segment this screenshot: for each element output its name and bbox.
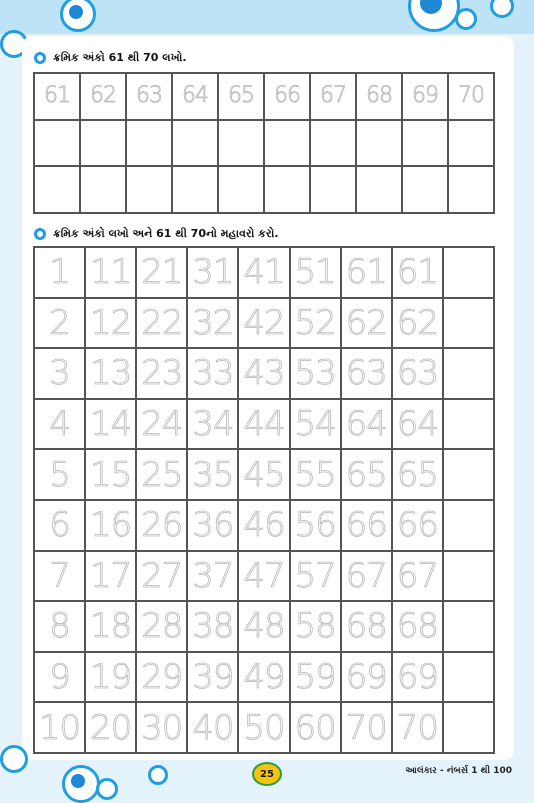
trace-number: 15 bbox=[90, 454, 132, 495]
writing-cell bbox=[81, 167, 125, 212]
writing-cell bbox=[449, 167, 493, 212]
tracing-cell bbox=[35, 552, 84, 601]
trace-number: 41 bbox=[243, 252, 285, 293]
tracing-grid-1-70 bbox=[33, 246, 495, 754]
writing-cell bbox=[311, 74, 355, 119]
trace-number: 66 bbox=[345, 505, 387, 546]
tracing-cell bbox=[35, 653, 84, 702]
trace-number: 51 bbox=[294, 252, 336, 293]
tracing-cell bbox=[239, 450, 288, 499]
tracing-cell bbox=[393, 400, 442, 449]
trace-number: 55 bbox=[294, 454, 336, 495]
tracing-cell bbox=[239, 602, 288, 651]
trace-number: 42 bbox=[243, 302, 285, 343]
trace-number: 53 bbox=[294, 353, 336, 394]
writing-cell bbox=[357, 74, 401, 119]
trace-number: 62 bbox=[345, 302, 387, 343]
trace-number: 36 bbox=[192, 505, 234, 546]
writing-cell bbox=[35, 121, 79, 166]
tracing-cell bbox=[35, 703, 84, 752]
tracing-cell bbox=[239, 349, 288, 398]
page-number-badge bbox=[252, 762, 282, 786]
trace-number: 4 bbox=[49, 404, 70, 445]
tracing-cell bbox=[137, 299, 186, 348]
trace-number: 63 bbox=[136, 83, 162, 109]
trace-number: 61 bbox=[44, 83, 70, 109]
writing-cell bbox=[173, 167, 217, 212]
bubble-decoration bbox=[455, 8, 477, 30]
trace-number: 5 bbox=[49, 454, 70, 495]
trace-number: 52 bbox=[294, 302, 336, 343]
bubble-decoration bbox=[148, 765, 168, 785]
tracing-cell bbox=[86, 299, 135, 348]
tracing-cell bbox=[291, 248, 340, 297]
trace-number: 9 bbox=[49, 657, 70, 698]
trace-number: 33 bbox=[192, 353, 234, 394]
tracing-cell bbox=[188, 400, 237, 449]
trace-number: 25 bbox=[141, 454, 183, 495]
writing-cell bbox=[81, 74, 125, 119]
tracing-cell bbox=[137, 450, 186, 499]
trace-number: 1 bbox=[49, 252, 70, 293]
writing-cell bbox=[311, 121, 355, 166]
trace-number: 60 bbox=[294, 707, 336, 748]
trace-number: 70 bbox=[458, 83, 484, 109]
bubble-decoration bbox=[71, 774, 85, 788]
writing-cell bbox=[127, 121, 171, 166]
tracing-cell bbox=[342, 653, 391, 702]
tracing-cell bbox=[188, 248, 237, 297]
writing-cell bbox=[403, 167, 447, 212]
tracing-cell bbox=[137, 400, 186, 449]
trace-number: 18 bbox=[90, 606, 132, 647]
trace-number: 65 bbox=[228, 83, 254, 109]
tracing-cell bbox=[35, 248, 84, 297]
trace-number: 48 bbox=[243, 606, 285, 647]
tracing-cell bbox=[342, 602, 391, 651]
tracing-cell bbox=[393, 450, 442, 499]
trace-number: 12 bbox=[90, 302, 132, 343]
writing-cell bbox=[265, 167, 309, 212]
tracing-cell bbox=[188, 552, 237, 601]
trace-number: 63 bbox=[345, 353, 387, 394]
trace-number: 6 bbox=[49, 505, 70, 546]
bubble-decoration bbox=[69, 5, 83, 19]
tracing-cell bbox=[35, 450, 84, 499]
trace-number: 2 bbox=[49, 302, 70, 343]
trace-number: 70 bbox=[345, 707, 387, 748]
trace-number: 54 bbox=[294, 404, 336, 445]
trace-number: 13 bbox=[90, 353, 132, 394]
tracing-cell bbox=[239, 501, 288, 550]
trace-number: 14 bbox=[90, 404, 132, 445]
writing-cell bbox=[219, 74, 263, 119]
trace-number: 64 bbox=[345, 404, 387, 445]
trace-number: 3 bbox=[49, 353, 70, 394]
tracing-cell bbox=[291, 602, 340, 651]
writing-cell bbox=[265, 121, 309, 166]
writing-cell bbox=[173, 121, 217, 166]
tracing-cell bbox=[342, 501, 391, 550]
tracing-cell bbox=[35, 501, 84, 550]
tracing-cell bbox=[137, 248, 186, 297]
bubble-decoration bbox=[96, 778, 118, 800]
trace-number: 62 bbox=[90, 83, 116, 109]
tracing-cell bbox=[291, 400, 340, 449]
trace-number: 68 bbox=[396, 606, 438, 647]
trace-number: 68 bbox=[345, 606, 387, 647]
trace-number: 58 bbox=[294, 606, 336, 647]
tracing-cell bbox=[137, 703, 186, 752]
tracing-cell bbox=[444, 501, 493, 550]
tracing-cell bbox=[239, 653, 288, 702]
writing-cell bbox=[127, 74, 171, 119]
trace-number: 61 bbox=[396, 252, 438, 293]
tracing-cell bbox=[188, 602, 237, 651]
writing-cell bbox=[449, 121, 493, 166]
tracing-cell bbox=[35, 400, 84, 449]
tracing-cell bbox=[342, 299, 391, 348]
tracing-cell bbox=[86, 450, 135, 499]
tracing-cell bbox=[444, 248, 493, 297]
trace-number: 29 bbox=[141, 657, 183, 698]
page-number: 25 bbox=[260, 768, 274, 780]
trace-number: 30 bbox=[141, 707, 183, 748]
section-2-title: ક્રમિક અંકો લખો અને 61 થી 70નો મહાવરો કરો. bbox=[53, 227, 279, 240]
trace-number: 66 bbox=[274, 83, 300, 109]
trace-number: 34 bbox=[192, 404, 234, 445]
writing-cell bbox=[219, 121, 263, 166]
trace-number: 62 bbox=[396, 302, 438, 343]
book-title: આલંકાર - નંબર્સ 1 થી 100 bbox=[405, 766, 512, 776]
tracing-cell bbox=[291, 299, 340, 348]
trace-number: 22 bbox=[141, 302, 183, 343]
tracing-cell bbox=[239, 703, 288, 752]
tracing-cell bbox=[291, 450, 340, 499]
writing-cell bbox=[35, 167, 79, 212]
trace-number: 21 bbox=[141, 252, 183, 293]
trace-number: 28 bbox=[141, 606, 183, 647]
writing-cell bbox=[219, 167, 263, 212]
writing-cell bbox=[403, 74, 447, 119]
writing-cell bbox=[403, 121, 447, 166]
section-1-title: ક્રમિક અંકો 61 થી 70 લખો. bbox=[53, 51, 187, 64]
tracing-cell bbox=[35, 602, 84, 651]
trace-number: 20 bbox=[90, 707, 132, 748]
tracing-cell bbox=[444, 400, 493, 449]
tracing-cell bbox=[444, 653, 493, 702]
tracing-cell bbox=[393, 703, 442, 752]
trace-number: 38 bbox=[192, 606, 234, 647]
tracing-cell bbox=[239, 248, 288, 297]
trace-number: 65 bbox=[345, 454, 387, 495]
trace-number: 11 bbox=[90, 252, 132, 293]
tracing-cell bbox=[342, 552, 391, 601]
trace-number: 49 bbox=[243, 657, 285, 698]
trace-number: 43 bbox=[243, 353, 285, 394]
writing-grid-61-70 bbox=[33, 72, 495, 214]
tracing-cell bbox=[444, 552, 493, 601]
tracing-cell bbox=[86, 653, 135, 702]
tracing-cell bbox=[137, 349, 186, 398]
trace-number: 66 bbox=[396, 505, 438, 546]
tracing-cell bbox=[444, 349, 493, 398]
tracing-cell bbox=[137, 602, 186, 651]
trace-number: 59 bbox=[294, 657, 336, 698]
trace-number: 8 bbox=[49, 606, 70, 647]
section-2-heading bbox=[34, 227, 279, 241]
trace-number: 10 bbox=[38, 707, 81, 748]
tracing-cell bbox=[188, 653, 237, 702]
trace-number: 40 bbox=[192, 707, 234, 748]
tracing-cell bbox=[291, 552, 340, 601]
trace-number: 61 bbox=[345, 252, 387, 293]
tracing-cell bbox=[342, 703, 391, 752]
trace-number: 17 bbox=[90, 555, 132, 596]
writing-cell bbox=[265, 74, 309, 119]
writing-cell bbox=[173, 74, 217, 119]
tracing-cell bbox=[444, 602, 493, 651]
bullet-icon bbox=[34, 228, 46, 240]
trace-number: 70 bbox=[396, 707, 438, 748]
tracing-cell bbox=[86, 602, 135, 651]
tracing-cell bbox=[137, 653, 186, 702]
trace-number: 67 bbox=[320, 83, 346, 109]
trace-number: 57 bbox=[294, 555, 336, 596]
tracing-cell bbox=[291, 501, 340, 550]
tracing-cell bbox=[393, 501, 442, 550]
trace-number: 67 bbox=[396, 555, 438, 596]
trace-number: 26 bbox=[141, 505, 183, 546]
writing-cell bbox=[311, 167, 355, 212]
tracing-cell bbox=[188, 450, 237, 499]
trace-number: 63 bbox=[396, 353, 438, 394]
tracing-cell bbox=[291, 653, 340, 702]
writing-cell bbox=[357, 121, 401, 166]
tracing-cell bbox=[342, 400, 391, 449]
writing-cell bbox=[35, 74, 79, 119]
section-1-heading bbox=[34, 51, 187, 65]
tracing-cell bbox=[342, 248, 391, 297]
trace-number: 39 bbox=[192, 657, 234, 698]
tracing-cell bbox=[444, 450, 493, 499]
tracing-cell bbox=[393, 248, 442, 297]
writing-cell bbox=[449, 74, 493, 119]
tracing-cell bbox=[188, 299, 237, 348]
tracing-cell bbox=[188, 703, 237, 752]
trace-number: 67 bbox=[345, 555, 387, 596]
tracing-cell bbox=[342, 450, 391, 499]
trace-number: 24 bbox=[141, 404, 183, 445]
tracing-cell bbox=[86, 552, 135, 601]
trace-number: 65 bbox=[396, 454, 438, 495]
tracing-cell bbox=[393, 552, 442, 601]
trace-number: 23 bbox=[141, 353, 183, 394]
tracing-cell bbox=[239, 299, 288, 348]
trace-number: 46 bbox=[243, 505, 285, 546]
writing-cell bbox=[81, 121, 125, 166]
tracing-cell bbox=[137, 552, 186, 601]
trace-number: 31 bbox=[192, 252, 234, 293]
trace-number: 64 bbox=[182, 83, 208, 109]
tracing-cell bbox=[393, 349, 442, 398]
trace-number: 69 bbox=[345, 657, 387, 698]
tracing-cell bbox=[188, 349, 237, 398]
trace-number: 35 bbox=[192, 454, 234, 495]
tracing-cell bbox=[35, 349, 84, 398]
trace-number: 64 bbox=[396, 404, 438, 445]
trace-number: 19 bbox=[90, 657, 132, 698]
tracing-cell bbox=[86, 703, 135, 752]
trace-number: 50 bbox=[243, 707, 285, 748]
trace-number: 47 bbox=[243, 555, 285, 596]
tracing-cell bbox=[444, 703, 493, 752]
trace-number: 32 bbox=[192, 302, 234, 343]
bubble-decoration bbox=[0, 745, 28, 773]
writing-cell bbox=[357, 167, 401, 212]
tracing-cell bbox=[188, 501, 237, 550]
tracing-cell bbox=[239, 552, 288, 601]
trace-number: 68 bbox=[366, 83, 392, 109]
tracing-cell bbox=[342, 349, 391, 398]
tracing-cell bbox=[86, 248, 135, 297]
tracing-cell bbox=[137, 501, 186, 550]
tracing-cell bbox=[239, 400, 288, 449]
tracing-cell bbox=[444, 299, 493, 348]
trace-number: 7 bbox=[49, 555, 70, 596]
tracing-cell bbox=[393, 653, 442, 702]
tracing-cell bbox=[35, 299, 84, 348]
tracing-cell bbox=[291, 703, 340, 752]
trace-number: 27 bbox=[141, 555, 183, 596]
writing-cell bbox=[127, 167, 171, 212]
trace-number: 69 bbox=[396, 657, 438, 698]
trace-number: 56 bbox=[294, 505, 336, 546]
tracing-cell bbox=[86, 349, 135, 398]
trace-number: 69 bbox=[412, 83, 438, 109]
trace-number: 44 bbox=[243, 404, 285, 445]
tracing-cell bbox=[393, 602, 442, 651]
trace-number: 45 bbox=[243, 454, 285, 495]
tracing-cell bbox=[86, 400, 135, 449]
tracing-cell bbox=[86, 501, 135, 550]
trace-number: 16 bbox=[90, 505, 132, 546]
bullet-icon bbox=[34, 52, 46, 64]
tracing-cell bbox=[291, 349, 340, 398]
trace-number: 37 bbox=[192, 555, 234, 596]
tracing-cell bbox=[393, 299, 442, 348]
